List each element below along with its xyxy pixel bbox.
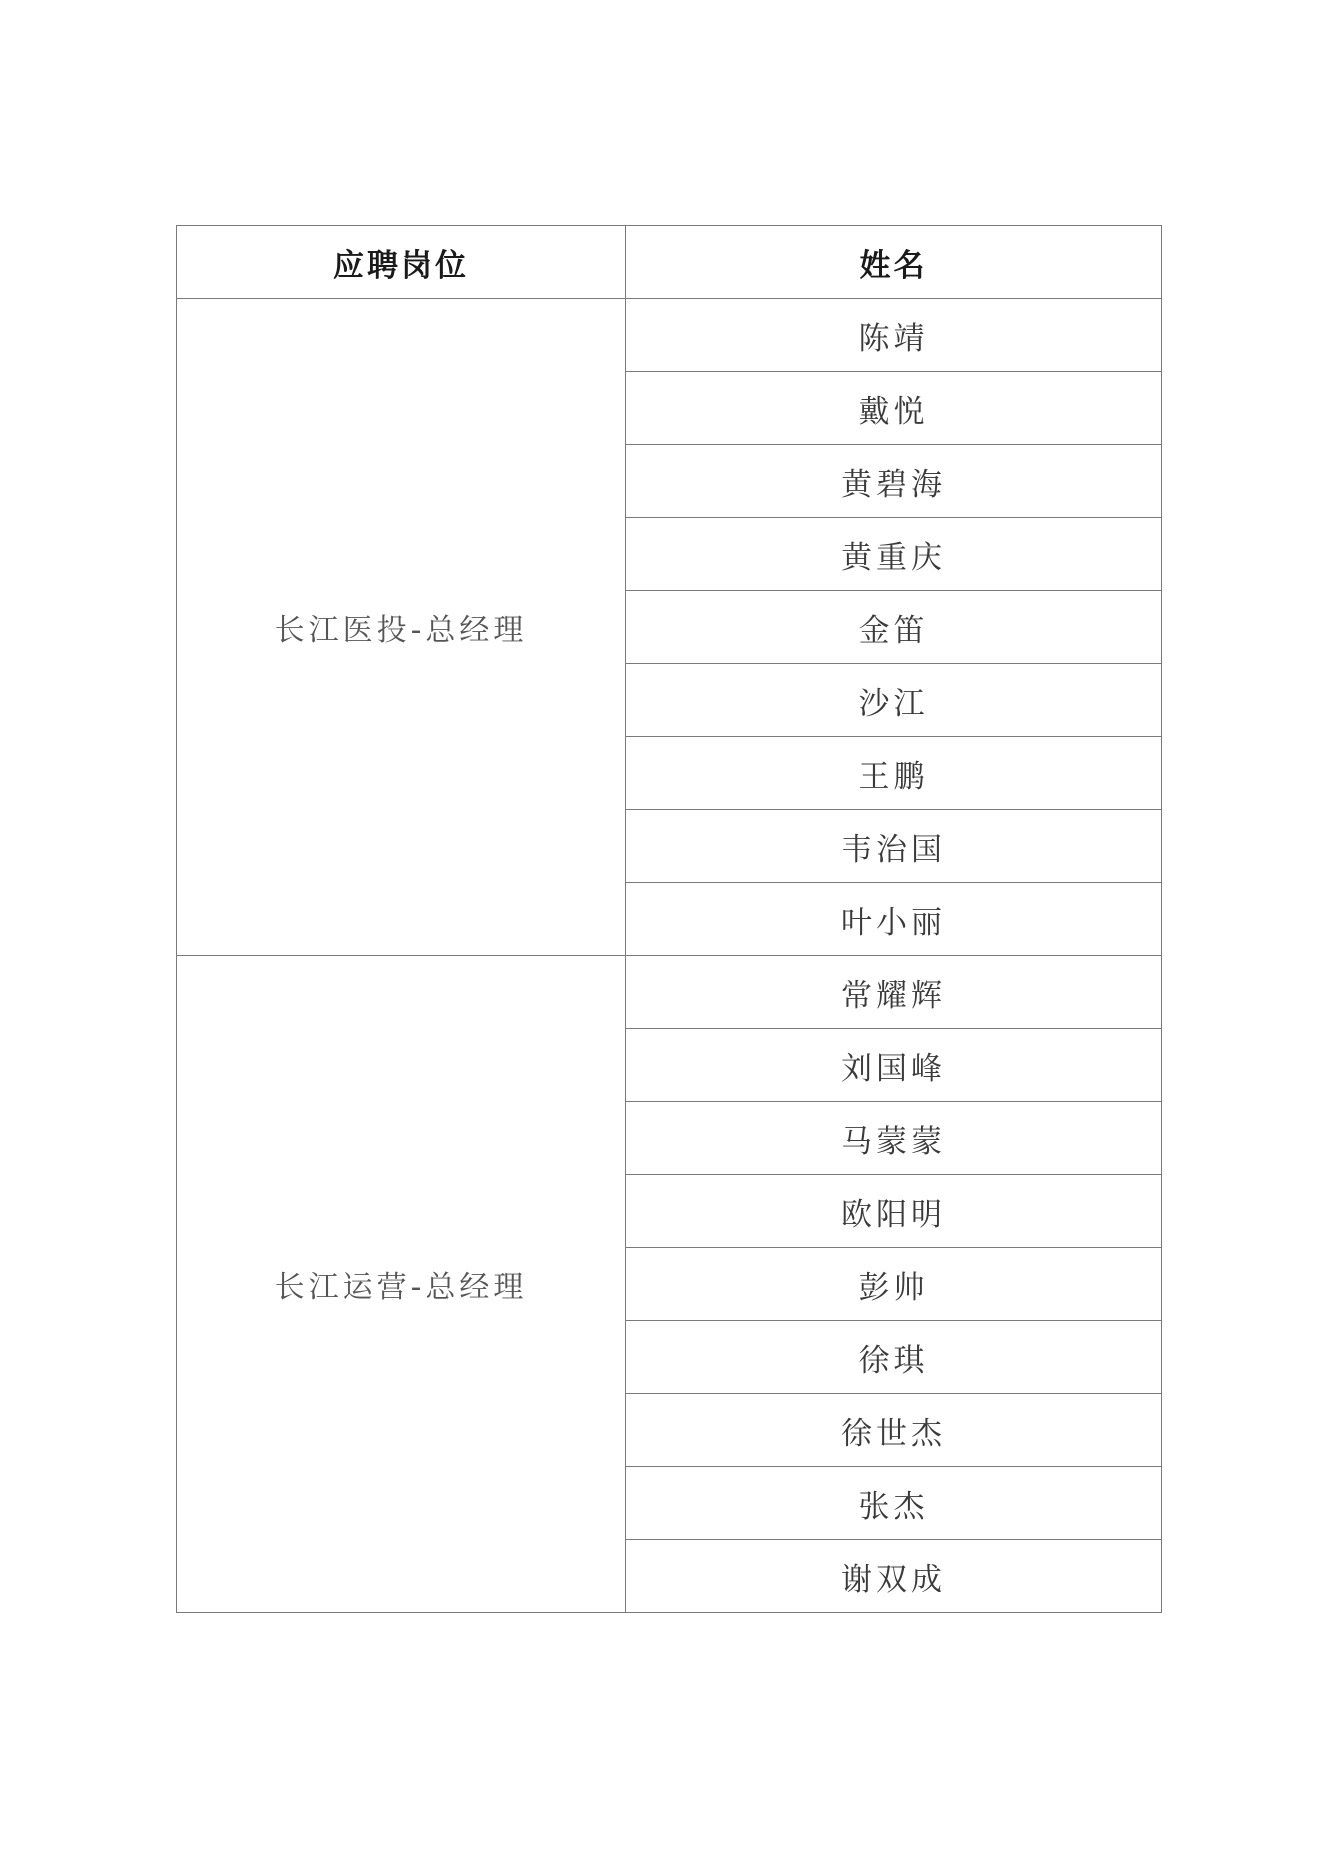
header-name: 姓名 (626, 226, 1162, 299)
name-cell: 常耀辉 (626, 956, 1162, 1029)
name-cell: 王鹏 (626, 737, 1162, 810)
name-cell: 叶小丽 (626, 883, 1162, 956)
table-row (177, 299, 1162, 372)
header-row (177, 226, 1162, 299)
name-cell: 徐世杰 (626, 1394, 1162, 1467)
table-row (177, 956, 1162, 1029)
name-cell: 黄重庆 (626, 518, 1162, 591)
name-cell: 欧阳明 (626, 1175, 1162, 1248)
name-cell: 戴悦 (626, 372, 1162, 445)
name-cell: 金笛 (626, 591, 1162, 664)
position-cell: 长江医投-总经理 (177, 299, 626, 956)
candidate-table (176, 225, 1162, 1613)
header-position: 应聘岗位 (177, 226, 626, 299)
name-cell: 沙江 (626, 664, 1162, 737)
name-cell: 徐琪 (626, 1321, 1162, 1394)
name-cell: 谢双成 (626, 1540, 1162, 1613)
position-cell: 长江运营-总经理 (177, 956, 626, 1613)
name-cell: 刘国峰 (626, 1029, 1162, 1102)
name-cell: 张杰 (626, 1467, 1162, 1540)
name-cell: 陈靖 (626, 299, 1162, 372)
name-cell: 彭帅 (626, 1248, 1162, 1321)
name-cell: 马蒙蒙 (626, 1102, 1162, 1175)
name-cell: 黄碧海 (626, 445, 1162, 518)
table-body (177, 299, 1162, 1613)
name-cell: 韦治国 (626, 810, 1162, 883)
